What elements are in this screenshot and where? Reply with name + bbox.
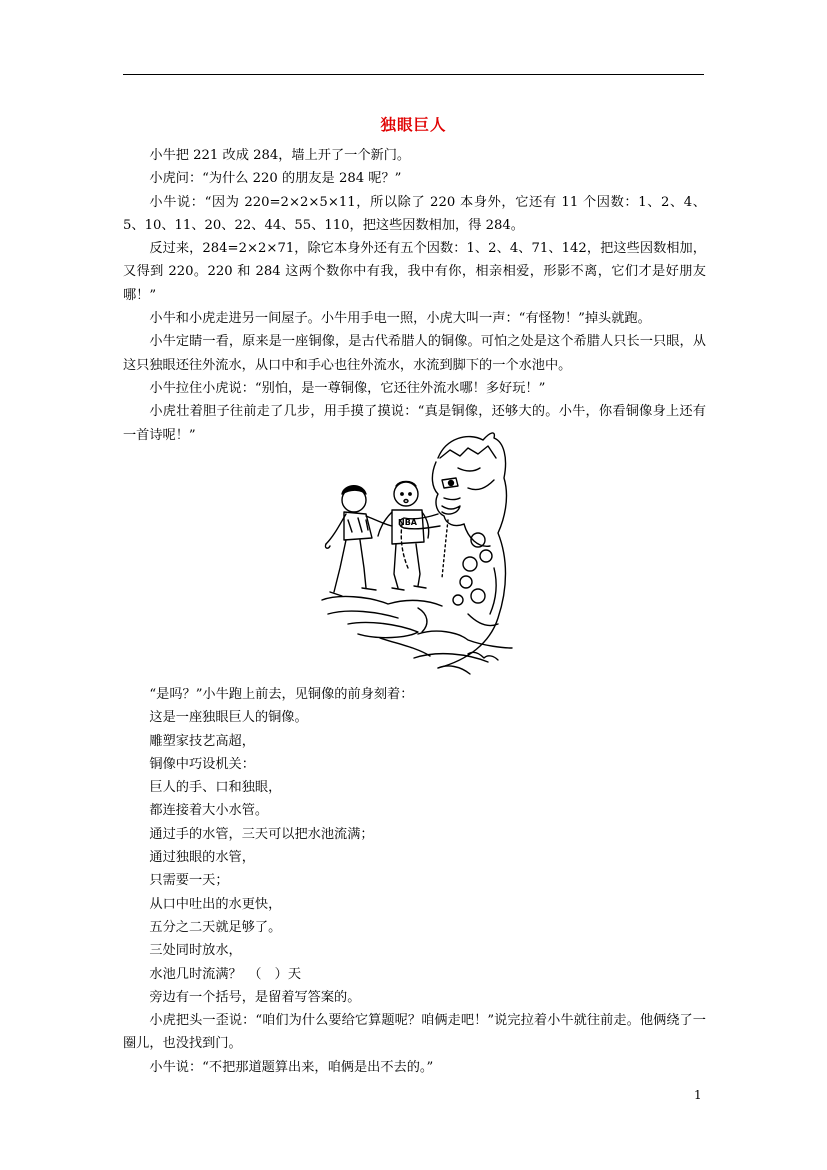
- story-text-bottom: [123, 683, 706, 1079]
- header-rule: [123, 74, 704, 75]
- paragraph: 小牛说：“不把那道题算出来，咱俩是出不去的。”: [149, 1059, 434, 1075]
- story-text-top: [123, 144, 706, 447]
- poem-line: 五分之二天就足够了。: [149, 919, 282, 935]
- page-title: 独眼巨人: [380, 115, 447, 134]
- shirt-label: NBA: [398, 518, 417, 527]
- paragraph: 小牛把 221 改成 284，墙上开了一个新门。: [149, 148, 411, 163]
- paragraph: “是吗？”小牛跑上前去，见铜像的前身刻着：: [149, 687, 414, 702]
- poem-line: 三处同时放水，: [149, 943, 242, 959]
- boy-xiaoniu-drawing: [325, 486, 392, 596]
- paragraph: 小牛和小虎走进另一间屋子。小牛用手电一照，小虎大叫一声：“有怪物！”掉头就跑。: [149, 311, 651, 327]
- poem-line: 铜像中巧设机关：: [149, 756, 255, 772]
- cyclops-statue-illustration: [318, 428, 518, 678]
- paragraph: 小虎壮着胆子往前走了几步，用手摸了摸说：“真是铜像，还够大的。小牛，你看铜像身上还有一首诗呢！”: [123, 404, 706, 443]
- rocks-drawing: [322, 597, 442, 656]
- poem-question-line: 水池几时流满？ （ ）天: [149, 966, 302, 982]
- poem-line: 雕塑家技艺高超，: [149, 733, 255, 749]
- poem-line: 从口中吐出的水更快，: [149, 896, 282, 912]
- poem-line: 只需要一天；: [149, 873, 229, 889]
- poem-line: 巨人的手、口和独眼，: [149, 780, 282, 796]
- paragraph: 小牛拉住小虎说：“别怕，是一尊铜像，它还往外流水哪！多好玩！”: [149, 380, 546, 396]
- paragraph: 小虎问：“为什么 220 的朋友是 284 呢？”: [149, 171, 402, 187]
- poem-line: 通过独眼的水管，: [149, 850, 255, 866]
- paragraph: 小牛说：“因为 220=2×2×5×11，所以除了 220 本身外，它还有 11 个因数：1、2、4、5、10、11、20、22、44、55、110，把这些因数相加，得 284。: [123, 194, 706, 233]
- paragraph: 反过来，284=2×2×71，除它本身外还有五个因数：1、2、4、71、142，把这些因数相加，又得到 220。220 和 284 这两个数你中有我，我中有你，相亲相爱，形影不离，它们才是好朋友哪！”: [123, 241, 706, 303]
- paragraph: 小虎把头一歪说：“咱们为什么要给它算题呢？咱俩走吧！”说完拉着小牛就往前走。他俩绕了一圈儿，也没找到门。: [123, 1013, 706, 1052]
- statue-drawing: [400, 433, 513, 674]
- paragraph: 旁边有一个括号，是留着写答案的。: [149, 989, 361, 1005]
- page-number: 1: [694, 1088, 702, 1102]
- poem-line: 这是一座独眼巨人的铜像。: [149, 710, 308, 726]
- boy-xiaohu-drawing: [378, 482, 429, 591]
- paragraph: 小牛定睛一看，原来是一座铜像，是古代希腊人的铜像。可怕之处是这个希腊人只长一只眼，从这只独眼还往外流水，从口中和手心也往外流水，水流到脚下的一个水池中。: [123, 334, 706, 373]
- poem-line: 都连接着大小水管。: [149, 803, 269, 819]
- poem-line: 通过手的水管，三天可以把水池流满；: [149, 826, 374, 842]
